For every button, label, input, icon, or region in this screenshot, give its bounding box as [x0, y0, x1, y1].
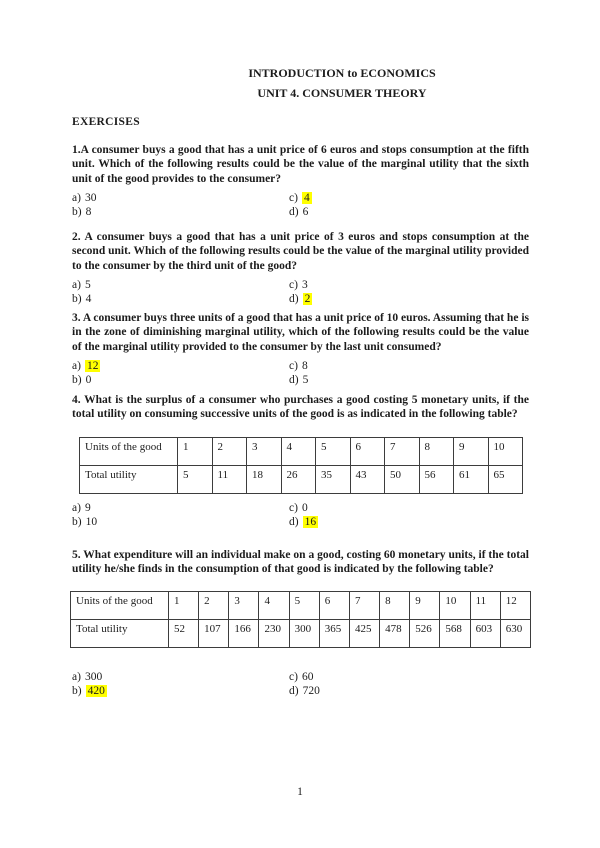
option-b	[72, 205, 289, 219]
question-3-text: 3. A consumer buys three units of a good that has a unit price of 10 euros. Assuming that he is in the zone of diminishing marginal utility, which of the following results could be the value of the marginal utility provided to the consumer by the last unit consumed?	[72, 312, 529, 353]
option-a	[72, 278, 289, 292]
option-label: a)	[72, 359, 81, 372]
value-cell: 6	[319, 591, 349, 619]
value-cell: 11	[470, 591, 500, 619]
question-1-text: 1.A consumer buys a good that has a unit price of 6 euros and stops consumption at the fifth unit. Which of the following results could be the value of the marginal utility that the sixth unit of the good provides to the consumer?	[72, 144, 529, 185]
question-1-options	[72, 191, 529, 219]
value-cell: 230	[259, 619, 289, 647]
option-label: d)	[289, 684, 299, 697]
value-cell: 7	[385, 437, 420, 465]
option-label: d)	[289, 205, 299, 218]
option-label: b)	[72, 292, 82, 305]
value-cell: 35	[316, 465, 351, 493]
value-cell: 3	[229, 591, 259, 619]
doc-title: INTRODUCTION to ECONOMICS	[248, 66, 436, 80]
option-value: 5	[84, 278, 91, 291]
row-header-cell: Units of the good	[80, 437, 178, 465]
option-value: 4	[85, 292, 92, 305]
option-label: a)	[72, 501, 81, 514]
value-cell: 5	[289, 591, 319, 619]
value-cell: 12	[500, 591, 530, 619]
question-2	[72, 230, 529, 306]
option-a	[72, 359, 289, 373]
doc-header	[114, 66, 570, 101]
option-c	[289, 670, 320, 684]
value-cell: 8	[380, 591, 410, 619]
option-value: 9	[84, 501, 91, 514]
option-label: a)	[72, 191, 81, 204]
option-value: 300	[84, 670, 103, 683]
option-label: d)	[289, 373, 299, 386]
value-cell: 1	[169, 591, 199, 619]
option-label: d)	[289, 515, 299, 528]
option-value-highlighted: 12	[86, 359, 99, 372]
option-value: 8	[85, 205, 92, 218]
option-d	[289, 292, 312, 306]
value-cell: 50	[385, 465, 420, 493]
table-row	[80, 465, 523, 493]
value-cell: 52	[169, 619, 199, 647]
question-3-options	[72, 359, 529, 387]
page-number: 1	[297, 786, 303, 798]
table-row	[71, 591, 531, 619]
option-label: d)	[289, 292, 299, 305]
value-cell: 11	[212, 465, 247, 493]
question-2-options	[72, 278, 529, 306]
option-value: 30	[84, 191, 97, 204]
value-cell: 6	[350, 437, 385, 465]
question-5-text: 5. What expenditure will an individual make on a good, costing 60 monetary units, if the total utility he/she finds in the consumption of that good is indicated by the following table?	[72, 549, 529, 576]
option-b	[72, 684, 289, 698]
option-value: 10	[85, 515, 98, 528]
value-cell: 526	[410, 619, 440, 647]
question-3	[72, 311, 529, 387]
option-label: c)	[289, 278, 298, 291]
value-cell: 300	[289, 619, 319, 647]
option-label: b)	[72, 373, 82, 386]
option-label: c)	[289, 359, 298, 372]
option-a	[72, 501, 289, 515]
value-cell: 3	[247, 437, 282, 465]
value-cell: 56	[419, 465, 454, 493]
value-cell: 10	[488, 437, 523, 465]
value-cell: 43	[350, 465, 385, 493]
option-value: 8	[301, 359, 308, 372]
option-value: 3	[301, 278, 308, 291]
question-5	[72, 548, 529, 698]
row-header-cell: Units of the good	[71, 591, 169, 619]
value-cell: 630	[500, 619, 530, 647]
table-row	[71, 619, 531, 647]
option-label: c)	[289, 191, 298, 204]
row-header-cell: Total utility	[80, 465, 178, 493]
question-1	[72, 143, 529, 219]
option-value: 0	[85, 373, 92, 386]
doc-subtitle: UNIT 4. CONSUMER THEORY	[257, 86, 427, 100]
value-cell: 166	[229, 619, 259, 647]
option-value: 720	[302, 684, 320, 697]
value-cell: 1	[178, 437, 213, 465]
row-header-cell: Total utility	[71, 619, 169, 647]
option-d	[289, 205, 312, 219]
value-cell: 9	[454, 437, 489, 465]
option-label: b)	[72, 684, 82, 697]
value-cell: 61	[454, 465, 489, 493]
table-row	[80, 437, 523, 465]
value-cell: 425	[349, 619, 379, 647]
value-cell: 65	[488, 465, 523, 493]
option-label: b)	[72, 205, 82, 218]
option-value: 0	[301, 501, 308, 514]
value-cell: 26	[281, 465, 316, 493]
option-value-highlighted: 4	[303, 191, 310, 204]
option-d	[289, 515, 318, 529]
option-value-highlighted: 16	[304, 515, 317, 528]
option-d	[289, 373, 308, 387]
question-4-options	[72, 501, 529, 529]
value-cell: 603	[470, 619, 500, 647]
question-4-utility-table	[79, 437, 523, 494]
option-d	[289, 684, 320, 698]
option-c	[289, 278, 312, 292]
option-a	[72, 191, 289, 205]
section-heading: EXERCISES	[72, 116, 140, 128]
value-cell: 9	[410, 591, 440, 619]
option-label: a)	[72, 670, 81, 683]
option-c	[289, 191, 312, 205]
option-value-highlighted: 2	[304, 292, 311, 305]
option-label: c)	[289, 501, 298, 514]
option-b	[72, 373, 289, 387]
option-value: 6	[302, 205, 309, 218]
value-cell: 2	[199, 591, 229, 619]
value-cell: 4	[259, 591, 289, 619]
option-value: 5	[302, 373, 309, 386]
value-cell: 5	[316, 437, 351, 465]
option-value: 60	[301, 670, 314, 683]
option-b	[72, 515, 289, 529]
option-value-highlighted: 420	[87, 684, 105, 697]
value-cell: 107	[199, 619, 229, 647]
question-5-options	[72, 670, 529, 698]
question-2-text: 2. A consumer buys a good that has a unit price of 3 euros and stops consumption at the second unit. Which of the following results could be the value of the marginal utility provided to the consumer by the third unit of the good?	[72, 231, 529, 272]
option-c	[289, 359, 308, 373]
question-5-utility-table	[70, 591, 531, 648]
question-4-text: 4. What is the surplus of a consumer who purchases a good costing 5 monetary units, if the total utility on consuming successive units of the good is as indicated in the following table?	[72, 394, 529, 421]
option-b	[72, 292, 289, 306]
value-cell: 2	[212, 437, 247, 465]
question-4	[72, 393, 529, 529]
value-cell: 478	[380, 619, 410, 647]
value-cell: 365	[319, 619, 349, 647]
value-cell: 10	[440, 591, 470, 619]
value-cell: 4	[281, 437, 316, 465]
option-c	[289, 501, 318, 515]
value-cell: 18	[247, 465, 282, 493]
option-label: b)	[72, 515, 82, 528]
value-cell: 7	[349, 591, 379, 619]
option-label: a)	[72, 278, 81, 291]
value-cell: 568	[440, 619, 470, 647]
value-cell: 8	[419, 437, 454, 465]
option-a	[72, 670, 289, 684]
value-cell: 5	[178, 465, 213, 493]
option-label: c)	[289, 670, 298, 683]
